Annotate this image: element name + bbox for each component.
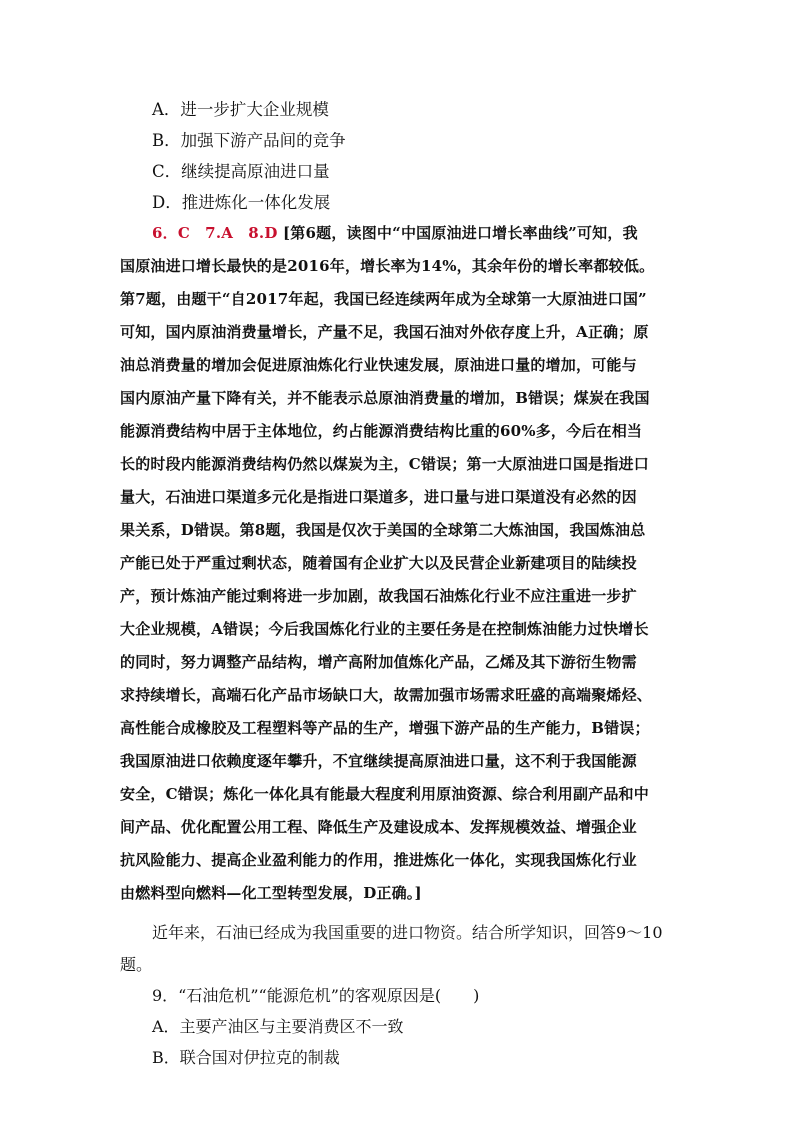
answer-line: 国内原油产量下降有关，并不能表示总原油消费量的增加，B错误；煤炭在我国 [120,389,650,407]
answer-line: 油总消费量的增加会促进原油炼化行业快速发展，原油进口量的增加，可能与 [120,356,637,374]
answer-line: 果关系，D错误。第8题，我国是仅次于美国的全球第二大炼油国，我国炼油总 [120,521,646,539]
option-b: B．加强下游产品间的竞争 [152,131,346,150]
answer-line: 间产品、优化配置公用工程、降低生产及建设成本、发挥规模效益、增强企业 [120,818,637,836]
q9-option-a: A．主要产油区与主要消费区不一致 [152,1017,404,1036]
answer-line: 由燃料型向燃料—化工型转型发展，D正确。] [120,884,422,902]
option-a: A．进一步扩大企业规模 [152,100,329,119]
answer-key: 6．C 7.A 8.D [152,224,278,242]
answer-line: [第6题，读图中“中国原油进口增长率曲线”可知，我 [282,224,638,242]
answer-line: 我国原油进口依赖度逐年攀升，不宜继续提高原油进口量，这不利于我国能源 [120,752,637,770]
question-stem-continued: 题。 [120,955,153,974]
answer-line: 量大，石油进口渠道多元化是指进口渠道多，进口量与进口渠道没有必然的因 [120,488,637,506]
answer-line: 可知，国内原油消费量增长，产量不足，我国石油对外依存度上升，A正确；原 [120,323,649,341]
answer-first-line [152,222,638,243]
answer-line: 能源消费结构中居于主体地位，约占能源消费结构比重的60%多，今后在相当 [120,422,643,440]
answer-line: 高性能合成橡胶及工程塑料等产品的生产，增强下游产品的生产能力，B错误； [120,719,650,737]
answer-line: 大企业规模，A错误；今后我国炼化行业的主要任务是在控制炼油能力过快增长 [120,620,649,638]
answer-line: 的同时，努力调整产品结构，增产高附加值炼化产品，乙烯及其下游衍生物需 [120,653,637,671]
question-stem: 近年来，石油已经成为我国重要的进口物资。结合所学知识，回答9～10 [152,923,663,942]
answer-line: 产，预计炼油产能过剩将进一步加剧，故我国石油炼化行业不应注重进一步扩 [120,587,637,605]
answer-line: 求持续增长，高端石化产品市场缺口大，故需加强市场需求旺盛的高端聚烯烃、 [120,686,653,704]
answer-line: 安全，C错误；炼化一体化具有能最大程度利用原油资源、综合利用副产品和中 [120,785,649,803]
question-9: 9．“石油危机”“能源危机”的客观原因是( ) [152,986,480,1005]
option-c: C．继续提高原油进口量 [152,162,330,181]
q9-option-b: B．联合国对伊拉克的制裁 [152,1048,340,1067]
answer-line: 抗风险能力、提高企业盈利能力的作用，推进炼化一体化，实现我国炼化行业 [120,851,637,869]
answer-line: 产能已处于严重过剩状态，随着国有企业扩大以及民营企业新建项目的陆续投 [120,554,637,572]
answer-line: 第7题，由题干“自2017年起，我国已经连续两年成为全球第一大原油进口国” [120,290,647,308]
option-d: D．推进炼化一体化发展 [152,193,331,212]
answer-line: 长的时段内能源消费结构仍然以煤炭为主，C错误；第一大原油进口国是指进口 [120,455,649,473]
answer-line: 国原油进口增长最快的是2016年，增长率为14%，其余年份的增长率都较低。 [120,257,655,275]
